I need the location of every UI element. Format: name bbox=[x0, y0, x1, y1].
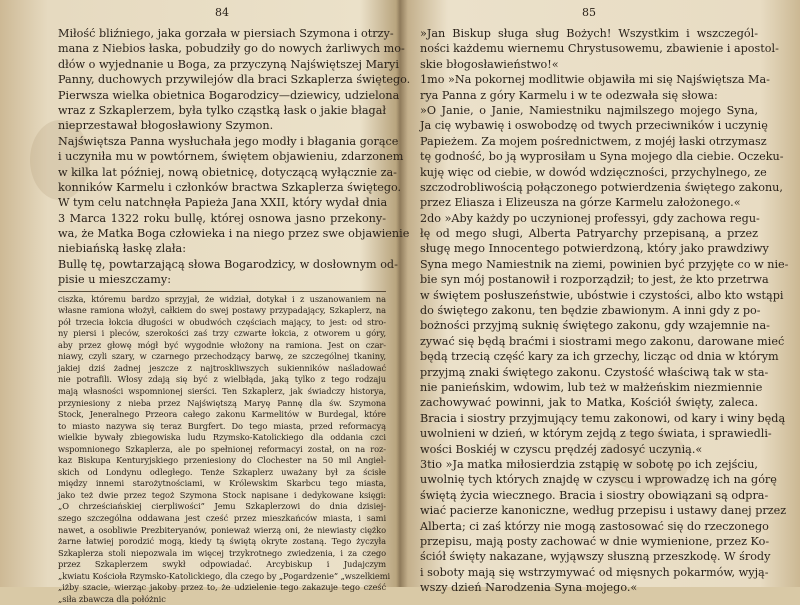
text-line: niawy, czyli szary, w czarnego przechodzący barwę, ze szczególnej tkaniny, bbox=[58, 351, 386, 362]
text-line: tę godność, bo ją wyprosiłam u Syna mojego dla ciebie. Oczeku- bbox=[420, 150, 784, 164]
text-line: Najświętsza Panna wysłuchała jego modły i błagania gorące bbox=[58, 134, 399, 148]
text-line: przepisu, mają posty zachować w dnie wymienione, przez Ko- bbox=[420, 534, 770, 548]
text-line: skich od Londynu odległego. Tenże Szkaplerz uważany był za ścisłe bbox=[58, 466, 386, 477]
text-line: wiać pacierze kanoniczne, według przepisu i ustawy danej przez bbox=[420, 504, 787, 518]
text-line: i soboty mają się wstrzymywać od mięsnych pokarmów, wyją- bbox=[420, 565, 769, 579]
text-line: Pierwsza wielka obietnica Bogarodzicy—dziewicy, udzielona bbox=[58, 88, 400, 102]
text-line: szczodrobliwością połączonego potwierdzenia świętego zakonu, bbox=[420, 180, 783, 194]
text-line: zachowywać powinni, jak to Matka, Kościół święty, zaleca. bbox=[420, 396, 758, 410]
text-line: „O chrześciańskiej cierpliwości” Jemu Szkaplerzowi do dnia dzisiej- bbox=[58, 501, 386, 512]
text-line: zywać się będą braćmi i siostrami mego zakonu, darowane mieć bbox=[420, 334, 785, 348]
text-line: własne ramiona włożył, całkiem do swej postawy przypadający, Szkaplerz, na bbox=[58, 305, 386, 316]
text-line: „siła zbawcza dla połóżnic bbox=[58, 593, 166, 604]
text-line: ściół święty nakazane, wyjąwszy słuszną przeszkodę. W środy bbox=[420, 550, 771, 564]
text-line: do świętego zakonu, ten będzie zbawionym. A inni gdy z po- bbox=[420, 304, 761, 318]
text-line: dłów o wyjednanie u Boga, za przyczyną Najświętszej Maryi bbox=[58, 57, 399, 71]
text-line: ciszka, któremu bardzo sprzyjał, że widział, dotykał i z uszanowaniem na bbox=[58, 293, 386, 304]
text-line: świętą życia wiecznego. Bracia i siostry obowiązani są odpra- bbox=[420, 488, 769, 502]
left-main-text bbox=[58, 26, 411, 288]
text-line: Stock, Jeneralnego Przeora całego zakonu Karmelitów w Burdegal, które bbox=[58, 409, 386, 420]
text-line: mają własności wspomnionej sierści. Ten Szkaplerz, jak świadczy historya, bbox=[58, 386, 386, 397]
text-line: uwolnię tych których znajdę w czyscu i wprowadzę ich na górę bbox=[420, 473, 777, 487]
page-number: 84 bbox=[215, 6, 229, 19]
footnote-block bbox=[58, 293, 391, 605]
page-number: 85 bbox=[582, 6, 596, 19]
text-line: uwolnieni w dzień, w którym zejdą z tego świata, i sprawiedli- bbox=[420, 427, 772, 441]
text-line: przyjmą znaki świętego zakonu. Czystość właściwą tak w sta- bbox=[420, 365, 769, 379]
text-line: wraz z Szkaplerzem, była tylko cząstką łask o jakie błagał bbox=[58, 103, 386, 117]
text-line: wszy dzień Narodzenia Syna mojego.« bbox=[420, 581, 638, 595]
right-page bbox=[420, 0, 789, 595]
right-page-body bbox=[420, 26, 789, 595]
text-line: Alberta; ci zaś którzy nie mogą zastosować się do rzeczonego bbox=[420, 519, 769, 533]
text-line: przez Eliasza i Elizeusza na górze Karmelu założonego.« bbox=[420, 196, 741, 210]
text-line: ności każdemu wiernemu Chrystusowemu, zbawienie i apostol- bbox=[420, 42, 779, 56]
text-line: Bullę tę, powtarzającą słowa Bogarodzicy, w dosłownym od- bbox=[58, 257, 398, 271]
text-line: Ja cię wybawię i oswobodzę od twych przeciwników i uczynię bbox=[420, 119, 768, 133]
text-line: i uczyniła mu w powtórnem, świętem objawieniu, zdarzonem bbox=[58, 150, 404, 164]
text-line: kuję więc od ciebie, w dowód wdzięczności, przychylnego, ze bbox=[420, 165, 767, 179]
text-line: Panny, duchowych przywilejów dla braci Szkaplerza świętego. bbox=[58, 73, 411, 87]
text-line: kaz Biskupa Kenturyjskiego przeniesiony do Clochester na 50 mil Angiel- bbox=[58, 455, 386, 466]
text-line: wa, że Matka Boga człowieka i na niego przez swe objawienie bbox=[58, 227, 410, 241]
text-line: sługę mego Innocentego potwierdzoną, który jako prawdziwy bbox=[420, 242, 769, 256]
text-line: »Jan Biskup sługa sług Bożych! Wszystkim i wszczegól- bbox=[420, 27, 758, 40]
text-line: wości Boskiéj w czyscu prędzéj zadosyć uczynią.« bbox=[420, 442, 703, 456]
text-line: Papieżem. Za mojem pośrednictwem, z mojéj łaski otrzymasz bbox=[420, 134, 767, 148]
text-line: szego szczególna oddawana jest cześć przez mieszkańców miasta, i sami bbox=[58, 513, 386, 524]
text-line: będą trzecią część kary za ich grzechy, licząc od dnia w którym bbox=[420, 350, 779, 364]
text-line: w świętem posłuszeństwie, ubóstwie i czystości, albo kto wstąpi bbox=[420, 288, 784, 302]
text-line: pół trzecia łokcia długości w obudwóch częściach mający, to jest: od stro- bbox=[58, 316, 386, 327]
text-line: Miłość bliźniego, jaka gorzała w piersiach Szymona i otrzy- bbox=[58, 27, 394, 40]
text-line: 1mo »Na pokornej modlitwie objawiła mi się Najświętsza Ma- bbox=[420, 73, 770, 87]
text-line: W tym celu natchnęła Papieża Jana XXII, który wydał dnia bbox=[58, 196, 388, 210]
text-line: Syna mego Namiestnik na ziemi, powinien być przyjęte co w nie- bbox=[420, 257, 789, 271]
left-page bbox=[58, 0, 411, 604]
text-line: przez Szkaplerzem swykł odpowiadać. Arcybiskup i Judajczym bbox=[58, 559, 386, 570]
text-line: »O Janie, o Janie, Namiestniku najmilszego mojego Syna, bbox=[420, 103, 758, 117]
text-line: nawet, a osobliwie Prezbiteryanów, ponieważ wierzą oni, że niewiasty ciężko bbox=[58, 524, 386, 535]
text-line: łę od mego sługi, Alberta Patryarchy przepisaną, a przez bbox=[420, 227, 758, 241]
text-line: pisie u mieszczamy: bbox=[58, 273, 171, 287]
text-line: jakiej dziś żadnej jeszcze z najtroskliwszych sukienników naśladować bbox=[58, 362, 386, 373]
text-line: rya Panna z góry Karmelu i w te odezwała się słowa: bbox=[420, 88, 718, 102]
text-line: mana z Niebios łaska, pobudziły go do nowych żarliwych mo- bbox=[58, 42, 405, 56]
text-line: „kwiatu Kościoła Rzymsko-Katolickiego, dla czego by „Pogardzenie” „wszelkiemi bbox=[58, 570, 391, 581]
text-line: wielkie bywały zbiegowiska ludu Rzymsko-Katolickiego dla oddania czci bbox=[58, 432, 386, 443]
footnote-divider bbox=[58, 291, 386, 292]
text-line: bie syn mój postanowił i rozporządził; to jest, że kto przetrwa bbox=[420, 273, 769, 287]
text-line: wspomnionego Szkaplerza, ale po spełnionej reformacyi został, on na roz- bbox=[58, 443, 386, 454]
text-line: „iżby szacie, wierząc jakoby przez to, że udzielenie tego zakazuje tego cześć bbox=[58, 582, 386, 593]
text-line: 2do »Aby każdy po uczynionej professyi, gdy zachowa regu- bbox=[420, 211, 760, 225]
text-line: nie panieńskim, wdowim, lub też w małżeńskim niezmiennie bbox=[420, 380, 763, 394]
text-line: bożności przyjmą suknię świętego zakonu, gdy wzajemnie na- bbox=[420, 319, 770, 333]
text-line: nieprzestawał błogosławiony Szymon. bbox=[58, 119, 274, 133]
text-line: nie potrafili. Włosy zdają się być z wielbłąda, jaką tylko z tego rodzaju bbox=[58, 374, 386, 385]
text-line: 3 Marca 1322 roku bullę, której osnowa jasno przekony- bbox=[58, 211, 386, 225]
text-line: między innemi starożytnościami, w Królewskim Skarbcu tego miasta, bbox=[58, 478, 386, 489]
text-line: żarne łatwiej porodzić mogą, kiedy tą świętą okryte zostaną. Tego życzyła bbox=[58, 536, 386, 547]
left-page-body bbox=[58, 26, 411, 605]
text-line: skie błogosławieństwo!« bbox=[420, 57, 559, 71]
text-line: konników Karmelu i członków bractwa Szkaplerza świętego. bbox=[58, 180, 402, 194]
text-line: to miasto nazywa się teraz Burgfert. Do tego miasta, przed reformacyą bbox=[58, 420, 386, 431]
text-line: Szkaplerza stoli niepozwala im więcej trzykrotnego zwiedzenia, i za czego bbox=[58, 547, 386, 558]
text-line: aby przez głowę mógł być wygodnie włożony na ramiona. Jest on czar- bbox=[58, 339, 386, 350]
text-line: niebiańską łaskę zlała: bbox=[58, 242, 186, 256]
text-line: jako też dwie przez tegoż Szymona Stock napisane i dedykowane księgi: bbox=[58, 489, 386, 500]
text-line: 3tio »Ja matka miłosierdzia zstąpię w sobotę po ich zejściu, bbox=[420, 457, 758, 471]
text-line: przyniesiony z nieba przez Najświętszą Maryę Pannę dla św. Szymona bbox=[58, 397, 386, 408]
text-line: w kilka lat później, nową obietnicę, dotyczącą wyłącznie za- bbox=[58, 165, 397, 179]
text-line: Bracia i siostry przyjmujący temu zakonowi, od kary i winy będą bbox=[420, 411, 786, 425]
text-line: ny piersi i pleców, szerokości zaś trzy czwarte łokcia, z otworem u góry, bbox=[58, 328, 386, 339]
